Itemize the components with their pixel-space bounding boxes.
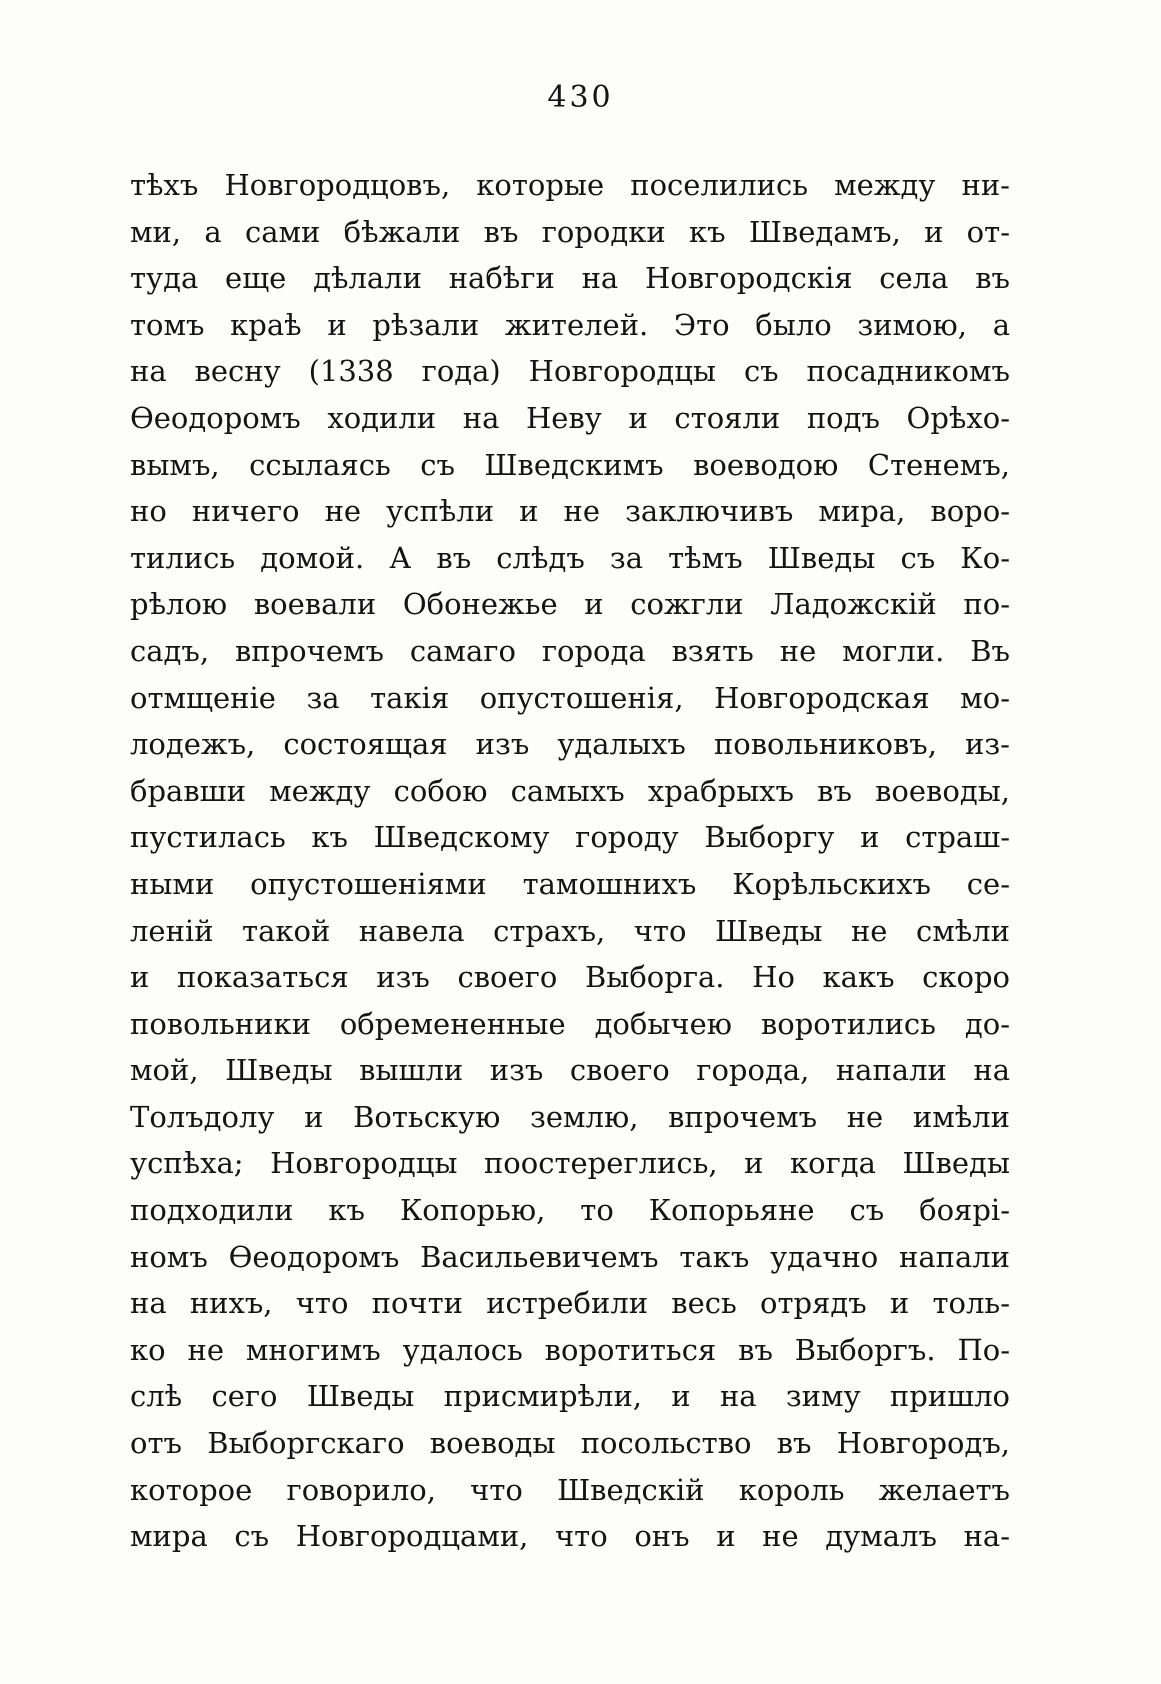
text-line: отъ Выборгскаго воеводы посольство въ Новгородъ, xyxy=(130,1426,1010,1461)
text-line: номъ Ѳеодоромъ Васильевичемъ такъ удачно напали xyxy=(130,1239,1010,1274)
text-line: леній такой навела страхъ, что Шведы не смѣли xyxy=(130,913,1010,948)
text-line: слѣ сего Шведы присмирѣли, и на зиму пришло xyxy=(130,1379,1010,1414)
text-line: томъ краѣ и рѣзали жителей. Это было зимою, а xyxy=(130,307,1010,342)
text-line: ными опустошеніями тамошнихъ Корѣльскихъ се- xyxy=(130,866,1010,901)
text-line: ко не многимъ удалось воротиться въ Выборгъ. По- xyxy=(130,1332,1010,1367)
text-line: успѣха; Новгородцы поостереглись, и когда Шведы xyxy=(130,1146,1010,1181)
text-line: подходили къ Копорью, то Копорьяне съ боярi- xyxy=(130,1193,1010,1228)
text-line: мой, Шведы вышли изъ своего города, напали на xyxy=(130,1053,1010,1088)
text-line: ми, а сами бѣжали въ городки къ Шведамъ, и от- xyxy=(130,214,1010,249)
text-line: тѣхъ Новгородцовъ, которые поселились между ни- xyxy=(130,168,1010,202)
text-line: пустилась къ Шведскому городу Выборгу и страш- xyxy=(130,820,1010,855)
text-line: садъ, впрочемъ самаго города взять не могли. Въ xyxy=(130,633,1010,668)
text-line: но ничего не успѣли и не заключивъ мира, воро- xyxy=(130,494,1010,529)
text-line: Толъдолу и Вотьскую землю, впрочемъ не имѣли xyxy=(130,1099,1010,1134)
text-line: Ѳеодоромъ ходили на Неву и стояли подъ Орѣхо- xyxy=(130,400,1010,435)
text-line: рѣлою воевали Обонежье и сожгли Ладожскій по- xyxy=(130,587,1010,622)
text-line: на нихъ, что почти истребили весь отрядъ и толь- xyxy=(130,1286,1010,1321)
body-text xyxy=(130,162,1010,1560)
text-line: которое говорило, что Шведскій король желаетъ xyxy=(130,1472,1010,1507)
text-line: тились домой. А въ слѣдъ за тѣмъ Шведы съ Ко- xyxy=(130,540,1010,575)
text-line: повольники обремененные добычею воротились до- xyxy=(130,1006,1010,1041)
text-line: и показаться изъ своего Выборга. Но какъ скоро xyxy=(130,960,1010,995)
text-line: мира съ Новгородцами, что онъ и не думалъ на- xyxy=(130,1519,1010,1554)
page-number: 430 xyxy=(547,80,614,115)
text-line: на весну (1338 года) Новгородцы съ посадникомъ xyxy=(130,354,1010,389)
text-line: туда еще дѣлали набѣги на Новгородскія села въ xyxy=(130,261,1010,296)
text-line: бравши между собою самыхъ храбрыхъ въ воеводы, xyxy=(130,773,1010,808)
text-line: вымъ, ссылаясь съ Шведскимъ воеводою Стенемъ, xyxy=(130,447,1010,482)
text-line: отмщеніе за такія опустошенія, Новгородская мо- xyxy=(130,680,1010,715)
text-line: лодежъ, состоящая изъ удалыхъ повольниковъ, из- xyxy=(130,727,1010,762)
